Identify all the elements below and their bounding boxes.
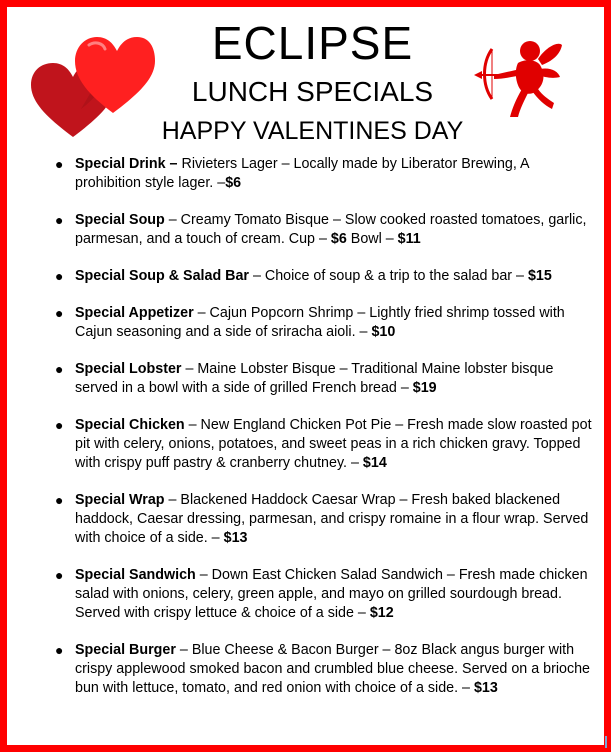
list-item [51,211,597,249]
list-item [51,267,597,286]
specials-list [51,155,597,716]
special-price: $10 [371,324,396,340]
bullet-icon: ● [55,361,64,377]
special-description-bowl: Bowl – [346,231,398,247]
special-price: $14 [362,455,387,471]
special-name: Special Sandwich [75,567,196,583]
special-description: – Blackened Haddock Caesar Wrap – Fresh baked blackened haddock, Caesar dressing, parmesan, and crispy romaine in a flour wrap. Served with choice of a side. – [75,492,589,546]
list-item [51,304,597,342]
bullet-icon: ● [55,305,64,321]
special-name: Special Drink – [75,156,178,172]
special-description: – Down East Chicken Salad Sandwich – Fresh made chicken salad with onions, celery, green apple, and mayo on grilled sourdough bread. Served with crispy lettuce & choice of a side – [75,567,588,621]
special-name: Special Wrap [75,492,165,508]
page-title: ECLIPSE [211,17,414,69]
special-price: $19 [412,380,437,396]
list-item [51,155,597,193]
list-item [51,416,597,473]
special-price: $13 [473,680,498,696]
list-item [51,566,597,623]
bullet-icon: ● [55,567,64,583]
bullet-icon: ● [55,492,64,508]
special-name: Special Lobster [75,361,182,377]
special-description: – Creamy Tomato Bisque – Slow cooked roasted tomatoes, garlic, parmesan, and a touch of cream. Cup – [75,212,587,247]
bullet-icon: ● [55,268,64,284]
bullet-icon: ● [55,417,64,433]
special-price: $15 [527,268,552,284]
special-description: – Maine Lobster Bisque – Traditional Maine lobster bisque served in a bowl with a side of grilled French bread – [75,361,554,396]
special-price: $13 [223,530,248,546]
special-description: – Blue Cheese & Bacon Burger – 8oz Black angus burger with crispy applewood smoked bacon and crumbled blue cheese. Served on a brioche bun with lettuce, tomato, and red onion with choice of a side. – [75,642,591,696]
special-description: Rivieters Lager – Locally made by Liberator Brewing, A prohibition style lager. – [75,156,529,191]
list-item [51,491,597,548]
special-name: Special Soup & Salad Bar [75,268,249,284]
special-name: Special Appetizer [75,305,194,321]
page-tagline: HAPPY VALENTINES DAY [161,117,464,145]
special-name: Special Chicken [75,417,185,433]
special-price: $6 [225,175,242,191]
special-description: – New England Chicken Pot Pie – Fresh made slow roasted pot pit with celery, onions, potatoes, and sweet peas in a rich chicken gravy. Topped with crispy puff pastry & cranberry chutney. – [75,417,592,471]
list-item [51,360,597,398]
bullet-icon: ● [55,212,64,228]
special-price: $12 [369,605,394,621]
bullet-icon: ● [55,156,64,172]
special-description: – Cajun Popcorn Shrimp – Lightly fried shrimp tossed with Cajun seasoning and a side of sriracha aioli. – [75,305,565,340]
special-price: $6 [330,231,347,247]
list-item [51,641,597,698]
page-corner-mark [605,736,607,748]
special-name: Special Burger [75,642,176,658]
bullet-icon: ● [55,642,64,658]
special-name: Special Soup [75,212,165,228]
page-subtitle: LUNCH SPECIALS [191,76,434,107]
special-price-bowl: $11 [397,231,421,247]
special-description: – Choice of soup & a trip to the salad bar – [249,268,528,284]
